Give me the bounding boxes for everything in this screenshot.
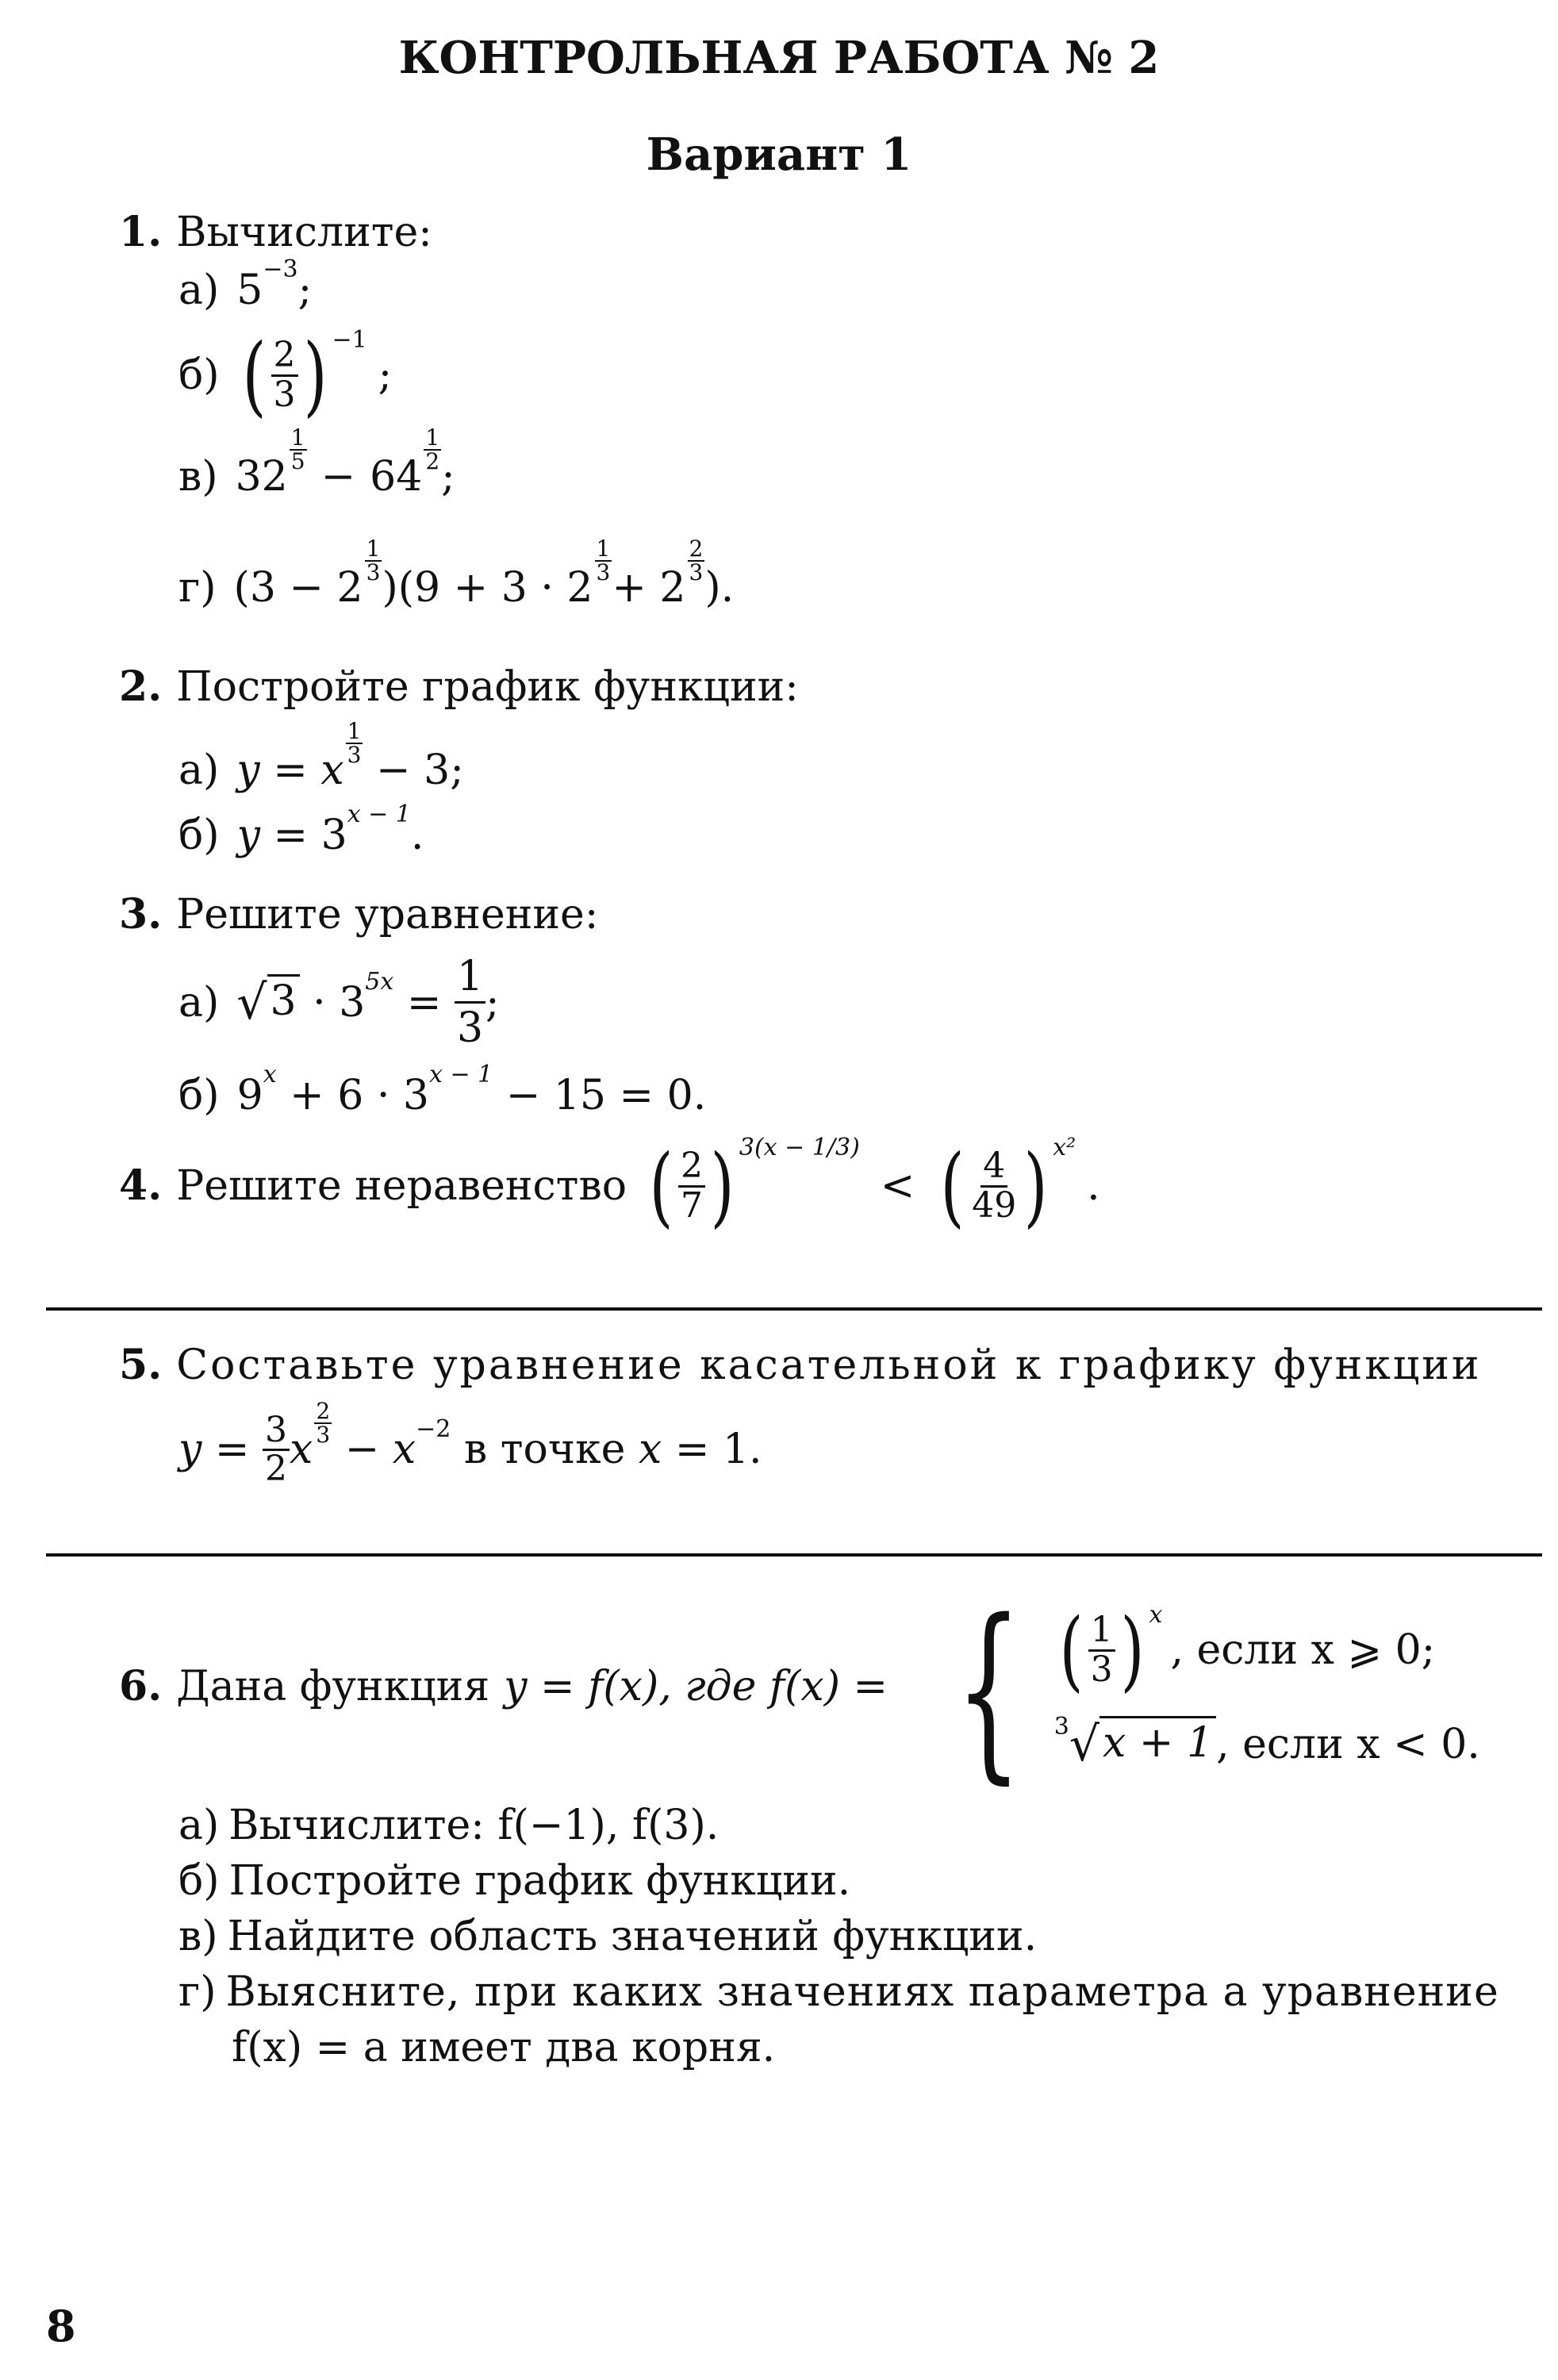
item-text: Постройте график функции. <box>228 1857 851 1905</box>
minus-sign: − <box>320 453 356 501</box>
task-number: 1. <box>119 208 163 256</box>
expr-part: в точке <box>451 1426 639 1474</box>
item-label: а) <box>178 1802 220 1849</box>
task-5-heading <box>119 1341 1482 1390</box>
expr-end: ; <box>485 978 500 1027</box>
task-3-heading <box>119 890 598 939</box>
expr-part: + 2 <box>612 564 686 612</box>
var-x: x <box>320 747 344 794</box>
equals: = <box>201 1426 263 1474</box>
task-1b <box>178 324 393 426</box>
item-label: б) <box>178 1072 220 1119</box>
var-y: y <box>236 812 260 859</box>
item-label: г) <box>178 1968 217 2016</box>
expr-exponent-fraction: $\frac{1}{3}$ <box>347 718 362 769</box>
expr-exponent: x <box>263 1061 277 1089</box>
task-3a <box>178 952 500 1054</box>
task-number: 2. <box>119 662 163 711</box>
expr-exponent-fraction: $\frac{2}{3}$ <box>316 1397 331 1448</box>
var-y: y <box>178 1426 202 1474</box>
expr-end: ; <box>378 351 393 399</box>
less-than: < <box>880 1161 915 1210</box>
task-3b <box>178 1061 707 1120</box>
item-label: б) <box>178 812 220 859</box>
square-root: √ 3 <box>236 974 299 1031</box>
var-y: y <box>236 747 260 794</box>
task-text: Составьте уравнение касательной к графику функции <box>176 1342 1482 1389</box>
expr-exponent-fraction: $\frac{1}{3}$ <box>596 536 611 586</box>
item-label: а) <box>178 267 220 314</box>
paren-fraction: ( $\frac{4}{49}$ ) <box>940 1135 1048 1237</box>
item-label: а) <box>178 978 220 1027</box>
curly-brace: { <box>955 1579 1023 1801</box>
task-text: Постройте график функции: <box>176 663 799 711</box>
case-condition: , если x ⩾ 0; <box>1170 1626 1436 1674</box>
task-1d <box>178 536 735 612</box>
expr-exponent: x − 1 <box>429 1061 493 1089</box>
expr-end: ; <box>297 267 313 314</box>
minus-sign: − <box>332 1426 393 1474</box>
task-number: 3. <box>119 890 163 939</box>
task-6c <box>178 1912 1037 1961</box>
case-1 <box>1054 1599 1480 1701</box>
expr-base: 5 <box>236 267 263 314</box>
cube-root: √ x + 1 <box>1069 1716 1216 1773</box>
task-number: 4. <box>119 1161 163 1210</box>
task-1a <box>178 255 313 315</box>
item-label: б) <box>178 1857 220 1905</box>
expr-base: 64 <box>370 453 423 501</box>
task-text: Дана функция <box>176 1663 490 1710</box>
task-6d-continuation <box>232 2023 775 2072</box>
page-title: КОНТРОЛЬНАЯ РАБОТА № 2 <box>398 32 1160 84</box>
expr-exponent-fraction: $\frac{2}{3}$ <box>689 536 704 586</box>
expr-rest: − 3; <box>363 747 464 794</box>
task-2a <box>178 718 464 795</box>
task-6b <box>178 1856 850 1906</box>
item-text: f(x) = a имеет два корня. <box>232 2024 776 2071</box>
equals: = <box>393 978 455 1027</box>
expr-end: . <box>410 812 424 859</box>
item-label: а) <box>178 747 220 794</box>
paren-fraction: ( $\frac{2}{3}$ ) <box>242 324 327 426</box>
item-label: г) <box>178 564 217 612</box>
divider-line <box>46 1553 1542 1557</box>
root-index: 3 <box>1053 1713 1069 1741</box>
expr-end: ; <box>441 453 455 501</box>
item-text: Выясните, при каких значениях параметра a уравнение <box>225 1968 1499 2016</box>
expr-exponent: 3(x − 1/3) <box>739 1134 860 1161</box>
task-2-heading <box>119 662 799 712</box>
expr-part: = 3 <box>259 812 347 859</box>
item-text: Вычислите: f(−1), f(3). <box>228 1802 720 1849</box>
divider-line <box>46 1307 1542 1311</box>
task-text: Решите уравнение: <box>176 891 599 939</box>
expr-exponent: −2 <box>416 1415 451 1443</box>
expr-part: (3 − 2 <box>233 564 363 612</box>
expr-exponent: x <box>1149 1601 1163 1629</box>
function-definition: y = f(x), где f(x) = <box>504 1663 888 1710</box>
expr-exponent-fraction: $\frac{1}{3}$ <box>366 536 381 586</box>
item-label: в) <box>178 1913 218 1960</box>
expr-part: + 6 · 3 <box>276 1072 429 1119</box>
task-6a <box>178 1801 719 1850</box>
paren-fraction: ( $\frac{2}{7}$ ) <box>649 1135 735 1237</box>
item-label: в) <box>178 453 218 501</box>
expr-exponent-fraction: $\frac{1}{5}$ <box>290 424 305 475</box>
task-text: Решите неравенство <box>176 1161 627 1210</box>
expr-exponent: −1 <box>332 326 367 354</box>
expr-exponent: −3 <box>263 255 298 284</box>
equals: = <box>259 747 321 794</box>
item-text: Найдите область значений функции. <box>227 1913 1038 1960</box>
task-number: 5. <box>119 1341 163 1389</box>
fraction: $\frac{3}{2}$ <box>263 1412 290 1488</box>
var-x: x <box>638 1426 662 1474</box>
var-x: x <box>392 1426 416 1474</box>
paren-fraction: ( $\frac{1}{3}$ ) <box>1059 1599 1145 1701</box>
expr-part: )(9 + 3 · 2 <box>382 564 593 612</box>
task-2b <box>178 800 424 860</box>
expr-exponent: 5x <box>365 967 394 996</box>
task-1c <box>178 424 455 501</box>
expr-end: ). <box>704 564 735 612</box>
expr-base: 32 <box>235 453 288 501</box>
expr-end: = 1. <box>662 1426 762 1474</box>
task-6-heading <box>119 1662 888 1711</box>
piecewise-function <box>928 1579 1480 1801</box>
variant-title: Вариант 1 <box>646 129 912 181</box>
task-5-formula <box>178 1397 762 1490</box>
case-2 <box>1053 1713 1480 1773</box>
expr-part: 9 <box>236 1072 263 1119</box>
case-condition: , если x < 0. <box>1216 1720 1480 1768</box>
task-1-heading <box>119 208 432 257</box>
task-text: Вычислите: <box>176 209 432 256</box>
expr-exponent-fraction: $\frac{1}{2}$ <box>425 424 440 475</box>
expr-part: − 15 = 0. <box>493 1072 707 1119</box>
fraction: $\frac{1}{3}$ <box>455 952 485 1054</box>
expr-exponent: x − 1 <box>347 800 411 829</box>
task-number: 6. <box>119 1662 163 1710</box>
task-4 <box>119 1134 1100 1237</box>
page-number: 8 <box>46 2301 76 2351</box>
var-x: x <box>290 1426 313 1474</box>
expr-exponent: x² <box>1053 1134 1076 1161</box>
task-6d <box>178 1967 1499 2017</box>
item-label: б) <box>178 351 220 399</box>
expr-part: · 3 <box>299 978 366 1027</box>
expr-end: . <box>1087 1161 1100 1210</box>
